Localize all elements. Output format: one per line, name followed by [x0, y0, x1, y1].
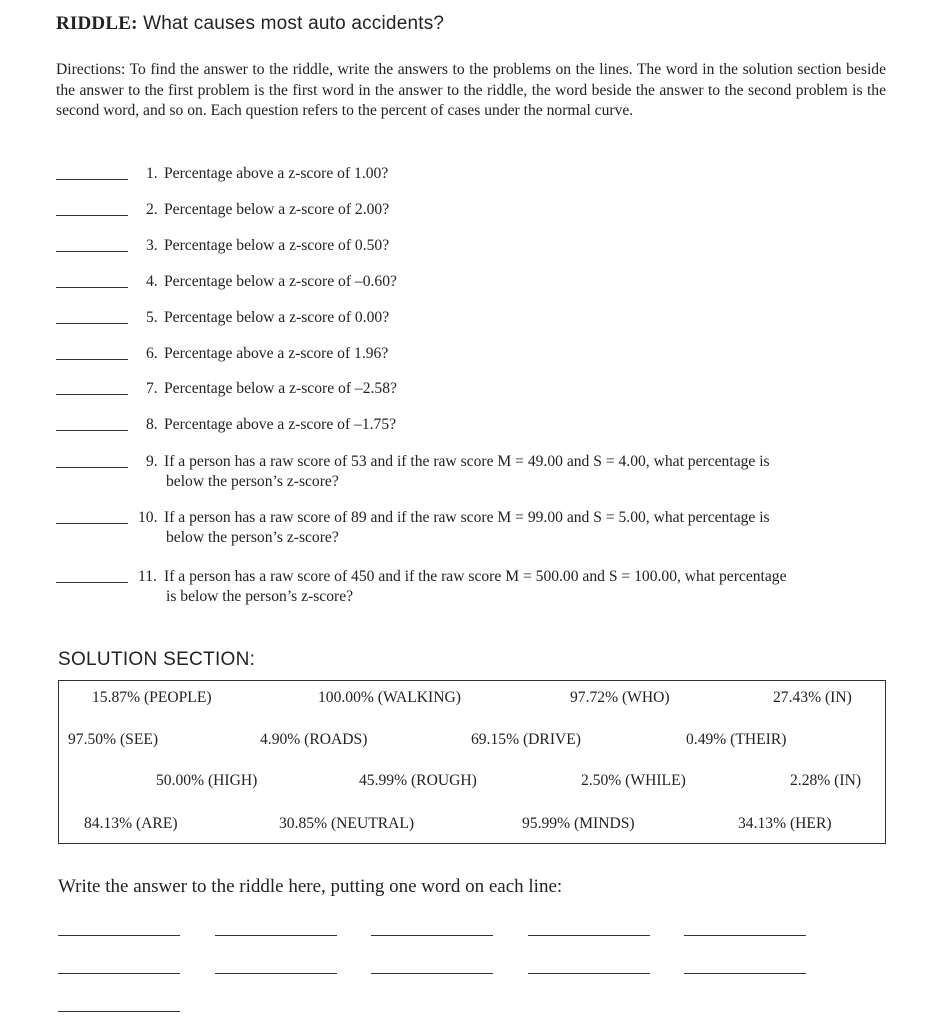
answer-blank[interactable]	[56, 394, 128, 395]
solution-entry: 2.50% (WHILE)	[581, 772, 686, 789]
solution-entry: 95.99% (MINDS)	[522, 815, 635, 832]
problem-text-continued: below the person’s z-score?	[166, 473, 339, 490]
solution-entry: 30.85% (NEUTRAL)	[279, 815, 415, 832]
problem-number: 2.	[146, 201, 158, 218]
answer-blank[interactable]	[56, 359, 128, 360]
directions-text: Directions: To find the answer to the riddle, write the answers to the problems on the lines. The word in the solution section beside the answer to the first problem is the first word in the answer to the riddle, the word beside the answer to the second problem is the second word, and so on. Each question refers to the percent of cases under the normal curve.	[56, 61, 886, 119]
riddle-answer-line[interactable]	[58, 1011, 180, 1012]
problem-number: 8.	[146, 416, 158, 433]
answer-blank[interactable]	[56, 287, 128, 288]
solution-entry: 100.00% (WALKING)	[318, 689, 461, 706]
problem-number: 6.	[146, 345, 158, 362]
riddle-answer-line[interactable]	[528, 973, 650, 974]
solution-heading: SOLUTION SECTION:	[58, 649, 256, 670]
problem-number: 7.	[146, 380, 158, 397]
problem-number: 4.	[146, 273, 158, 290]
riddle-title	[56, 13, 444, 35]
problem-number: 10.	[138, 509, 158, 526]
answer-blank[interactable]	[56, 179, 128, 180]
answer-blank[interactable]	[56, 323, 128, 324]
solution-entry: 97.50% (SEE)	[68, 731, 159, 748]
riddle-answer-line[interactable]	[528, 935, 650, 936]
riddle-answer-line[interactable]	[215, 973, 337, 974]
solution-entry: 45.99% (ROUGH)	[359, 772, 477, 789]
answer-blank[interactable]	[56, 215, 128, 216]
problem-text: Percentage below a z-score of 2.00?	[164, 201, 390, 218]
solution-entry: 97.72% (WHO)	[570, 689, 670, 706]
solution-entry: 69.15% (DRIVE)	[471, 731, 582, 748]
solution-entry: 15.87% (PEOPLE)	[92, 689, 212, 706]
solution-entry: 34.13% (HER)	[738, 815, 832, 832]
problem-text: If a person has a raw score of 53 and if the raw score M = 49.00 and S = 4.00, what percentage is	[164, 453, 770, 470]
problem-text: If a person has a raw score of 450 and if the raw score M = 500.00 and S = 100.00, what percentage	[164, 568, 787, 585]
solution-entry: 50.00% (HIGH)	[156, 772, 258, 789]
problem-text-continued: is below the person’s z-score?	[166, 588, 354, 605]
answer-blank[interactable]	[56, 430, 128, 431]
problem-text: Percentage above a z-score of –1.75?	[164, 416, 397, 433]
problem-text: Percentage below a z-score of –0.60?	[164, 273, 397, 290]
solution-entry: 84.13% (ARE)	[84, 815, 178, 832]
problem-number: 5.	[146, 309, 158, 326]
problem-number: 3.	[146, 237, 158, 254]
problem-text: Percentage above a z-score of 1.00?	[164, 165, 389, 182]
solution-entry: 27.43% (IN)	[773, 689, 852, 706]
riddle-answer-line[interactable]	[371, 935, 493, 936]
problem-text-continued: below the person’s z-score?	[166, 529, 339, 546]
problem-text: Percentage above a z-score of 1.96?	[164, 345, 389, 362]
riddle-label: RIDDLE:	[56, 13, 138, 34]
riddle-answer-line[interactable]	[58, 973, 180, 974]
solution-entry: 0.49% (THEIR)	[686, 731, 787, 748]
answer-blank[interactable]	[56, 467, 128, 468]
riddle-answer-line[interactable]	[684, 973, 806, 974]
problem-number: 9.	[146, 453, 158, 470]
problem-text: Percentage below a z-score of 0.50?	[164, 237, 390, 254]
riddle-answer-line[interactable]	[371, 973, 493, 974]
answer-blank[interactable]	[56, 582, 128, 583]
problem-text: If a person has a raw score of 89 and if the raw score M = 99.00 and S = 5.00, what percentage is	[164, 509, 770, 526]
answer-prompt: Write the answer to the riddle here, putting one word on each line:	[58, 876, 563, 897]
solution-entry: 4.90% (ROADS)	[260, 731, 368, 748]
answer-blank[interactable]	[56, 523, 128, 524]
riddle-answer-line[interactable]	[684, 935, 806, 936]
problem-number: 11.	[138, 568, 157, 585]
riddle-answer-line[interactable]	[58, 935, 180, 936]
riddle-answer-line[interactable]	[215, 935, 337, 936]
problem-text: Percentage below a z-score of 0.00?	[164, 309, 390, 326]
problem-number: 1.	[146, 165, 158, 182]
problem-text: Percentage below a z-score of –2.58?	[164, 380, 397, 397]
solution-entry: 2.28% (IN)	[790, 772, 862, 789]
answer-blank[interactable]	[56, 251, 128, 252]
riddle-question: What causes most auto accidents?	[143, 13, 445, 34]
